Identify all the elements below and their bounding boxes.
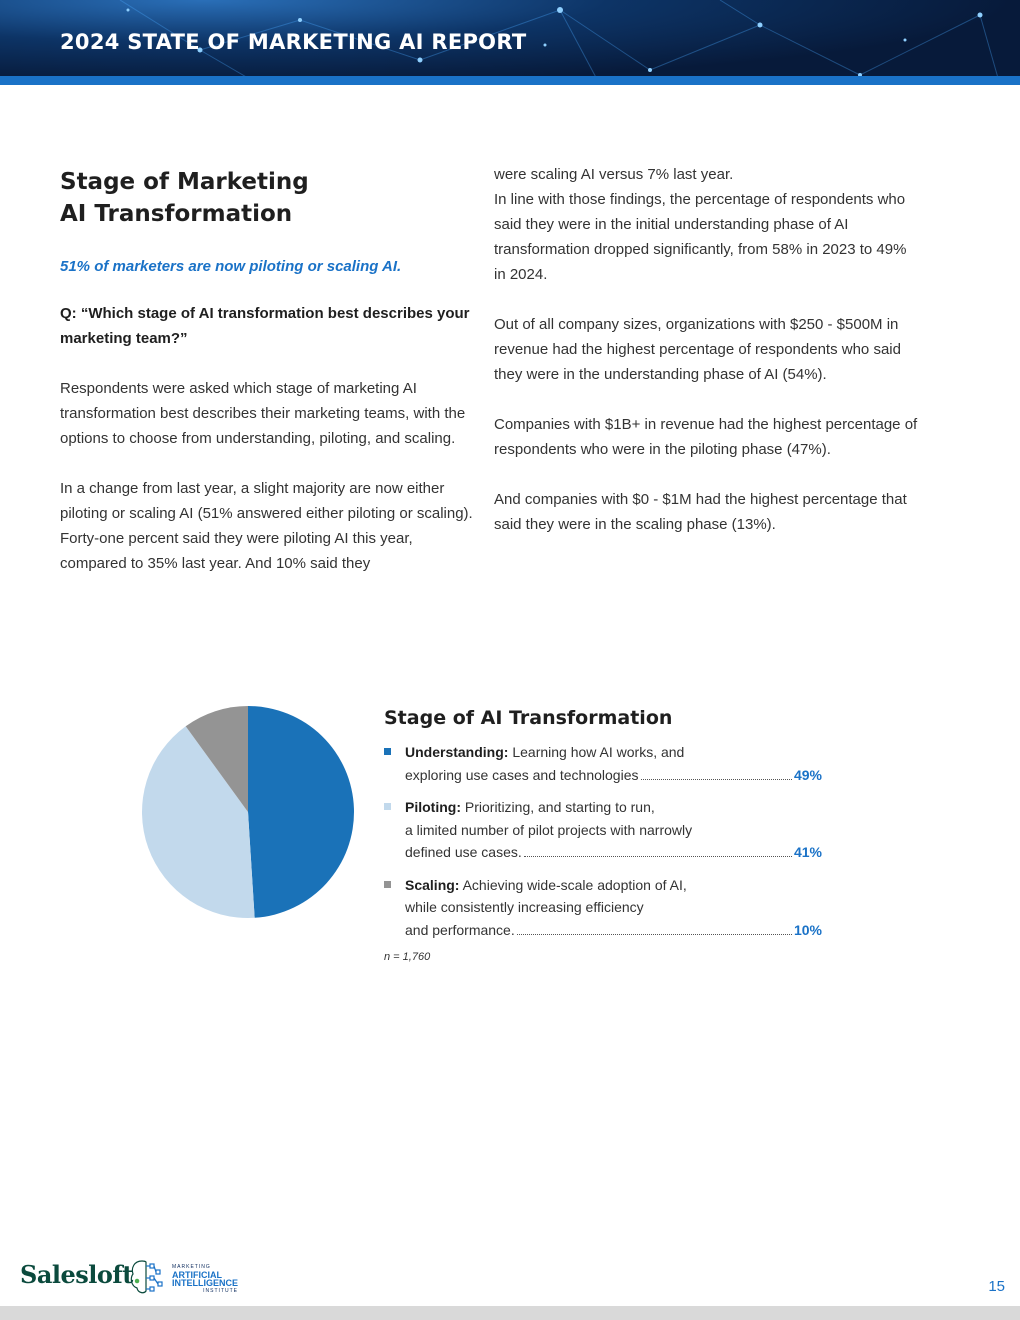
leader-dots	[517, 934, 792, 935]
legend-swatch-piloting	[384, 803, 391, 810]
key-stat-highlight: 51% of marketers are now piloting or scaling AI.	[60, 258, 402, 275]
legend-last-scaling: and performance.	[405, 921, 515, 938]
right-paragraph-1: were scaling AI versus 7% last year.	[494, 166, 734, 183]
section-title-line-1: Stage of Marketing	[60, 169, 309, 195]
leader-dots	[641, 779, 792, 780]
legend-swatch-scaling	[384, 881, 391, 888]
legend-last-piloting: defined use cases.	[405, 844, 522, 860]
brain-circuit-icon	[128, 1258, 168, 1296]
legend-item-understanding	[384, 741, 824, 786]
mai-line-3: INTELLIGENCE	[172, 1278, 239, 1288]
mai-line-4: INSTITUTE	[203, 1288, 239, 1294]
pie-chart-svg	[141, 705, 355, 919]
chart-legend	[384, 707, 824, 963]
right-column	[494, 162, 919, 537]
section-title-line-2: AI Transformation	[60, 201, 293, 227]
legend-item-scaling	[384, 874, 824, 942]
survey-question: Q: “Which stage of AI transformation best describes your marketing team?”	[60, 305, 470, 347]
left-paragraph-2: In a change from last year, a slight majority are now either piloting or scaling AI (51% answered either piloting or scaling). Forty-one percent said they were piloting AI this year, compared to 35% last year. And 10% said they	[60, 480, 473, 572]
legend-swatch-understanding	[384, 748, 391, 755]
sample-size-note: n = 1,760	[384, 951, 431, 963]
legend-lead-scaling: Scaling:	[405, 876, 460, 893]
legend-text-understanding: Learning how AI works, and	[512, 744, 685, 760]
pie-slice-understanding	[248, 706, 354, 918]
header-banner	[0, 0, 1020, 85]
legend-text-scaling: Achieving wide-scale adoption of AI,	[462, 876, 687, 893]
legend-text2-piloting: a limited number of pilot projects with narrowly	[405, 821, 693, 838]
right-paragraph-3: Out of all company sizes, organizations with $250 - $500M in revenue had the highest percentage of respondents who said they were in the understanding phase of AI (54%).	[494, 316, 901, 383]
legend-pct-understanding: 49%	[793, 766, 822, 783]
banner-accent-bar	[0, 76, 1020, 85]
legend-pct-piloting: 41%	[793, 844, 822, 860]
right-paragraph-5: And companies with $0 - $1M had the highest percentage that said they were in the scaling phase (13%).	[494, 491, 907, 533]
section-title	[60, 166, 475, 230]
legend-lead-understanding: Understanding:	[405, 744, 509, 760]
legend-lead-piloting: Piloting:	[405, 799, 461, 815]
leader-dots	[524, 856, 792, 857]
mai-logo-text	[172, 1263, 238, 1295]
chart-title: Stage of AI Transformation	[384, 707, 673, 729]
right-paragraph-2: In line with those findings, the percentage of respondents who said they were in the initial understanding phase of AI transformation dropped significantly, from 58% in 2023 to 49% in 2024.	[494, 191, 907, 283]
salesloft-dot: .	[132, 1260, 141, 1289]
legend-last-understanding: exploring use cases and technologies	[405, 766, 639, 783]
left-column	[60, 166, 475, 576]
footer-bar	[0, 1306, 1020, 1320]
mai-line-2: ARTIFICIAL	[172, 1270, 222, 1280]
legend-pct-scaling: 10%	[793, 921, 822, 938]
left-paragraph-1: Respondents were asked which stage of marketing AI transformation best describes their marketing teams, with the options to choose from understanding, piloting, and scaling.	[60, 380, 466, 447]
legend-item-piloting	[384, 796, 824, 864]
salesloft-wordmark: Salesloft	[20, 1260, 133, 1289]
pie-chart	[141, 705, 355, 919]
page-number: 15	[988, 1278, 1005, 1295]
legend-text-piloting: Prioritizing, and starting to run,	[464, 799, 655, 815]
legend-text2-scaling: while consistently increasing efficiency	[405, 899, 644, 915]
salesloft-logo	[20, 1260, 141, 1289]
right-paragraph-4: Companies with $1B+ in revenue had the highest percentage of respondents who were in the piloting phase (47%).	[494, 416, 918, 458]
mai-line-1: MARKETING	[172, 1264, 211, 1270]
report-title: 2024 STATE OF MARKETING AI REPORT	[60, 30, 527, 54]
